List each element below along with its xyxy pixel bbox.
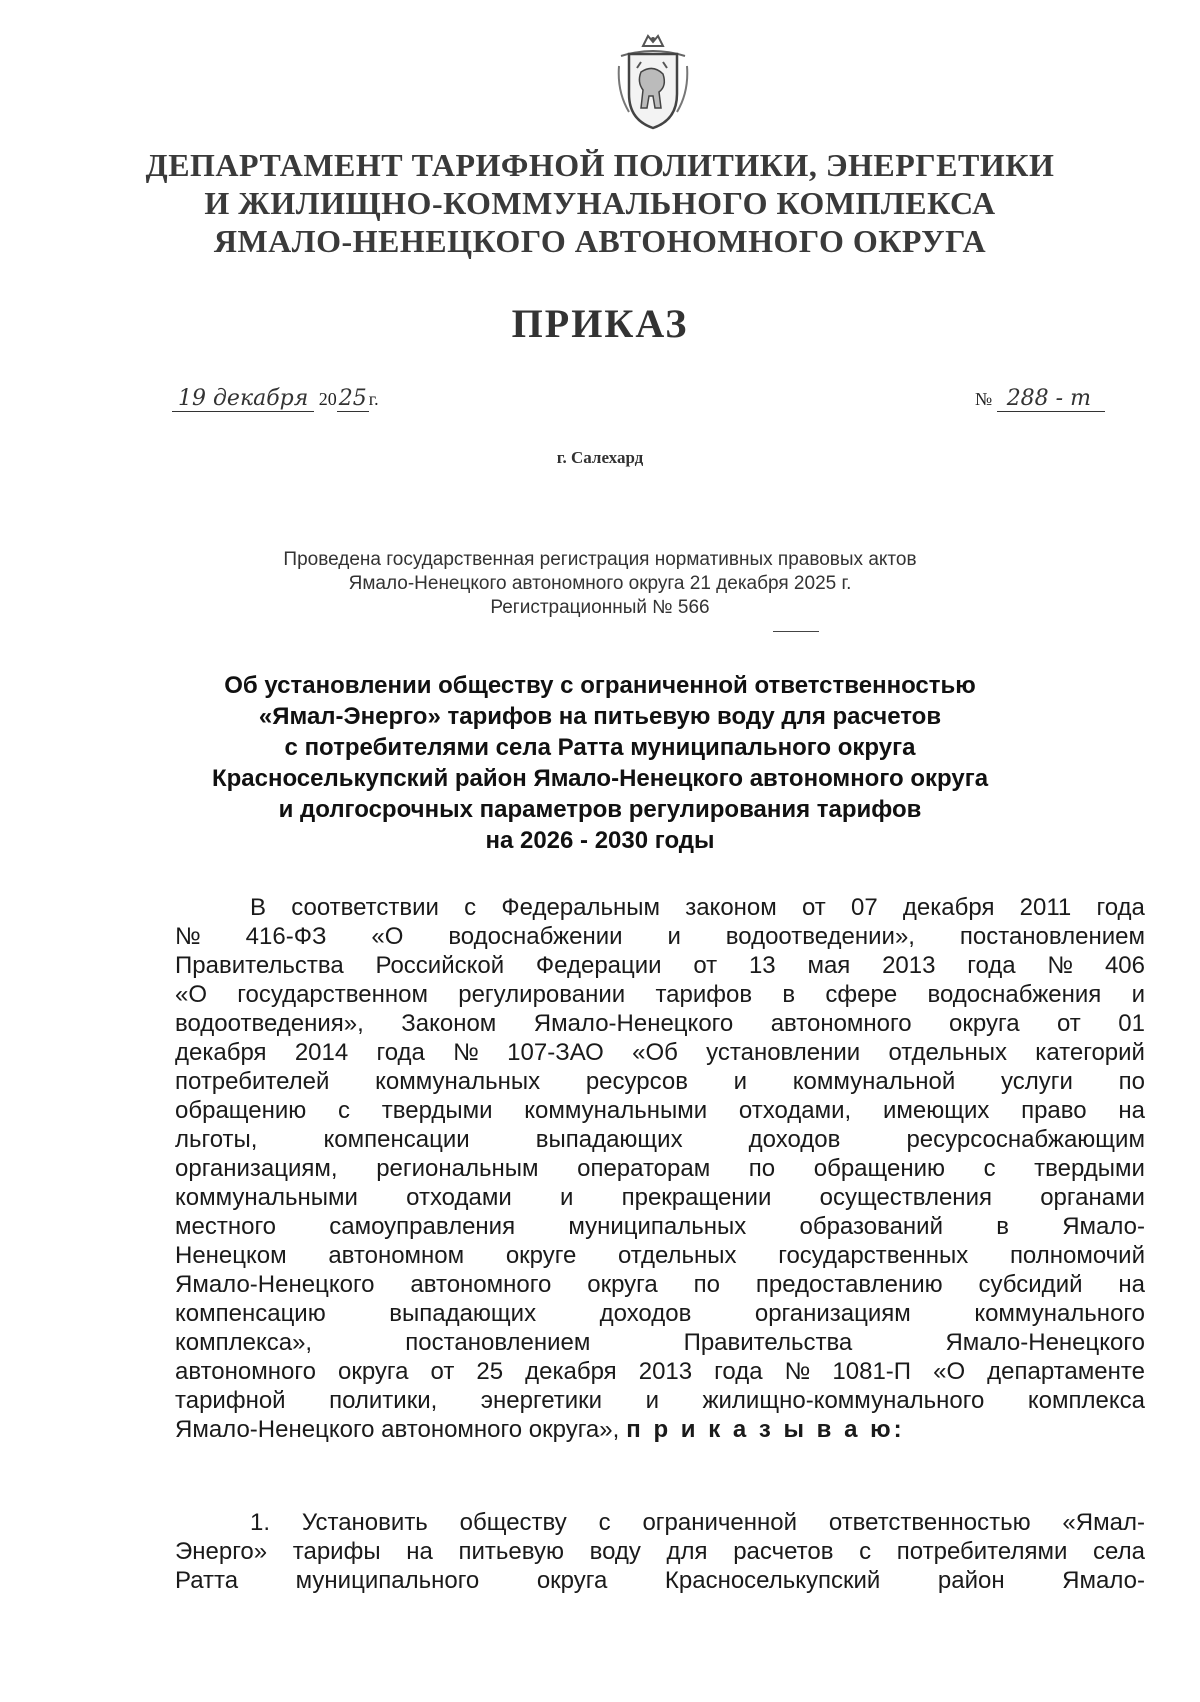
subject-line: «Ямал-Энерго» тарифов на питьевую воду для расчетов bbox=[258, 703, 942, 730]
registration-line: Проведена государственная регистрация нормативных правовых актов bbox=[283, 549, 917, 570]
text-line: потребителей коммунальных ресурсов и коммунальной услуги по bbox=[175, 1068, 1145, 1095]
text-line: декабря 2014 года № 107-ЗАО «Об установлении отдельных категорий bbox=[175, 1039, 1145, 1066]
registration-stamp bbox=[0, 548, 1200, 620]
department-name bbox=[0, 146, 1200, 260]
preamble-paragraph bbox=[175, 893, 1145, 1444]
order-verb: п р и к а з ы в а ю: bbox=[626, 1416, 905, 1443]
text-line: В соответствии с Федеральным законом от 07 декабря 2011 года bbox=[250, 894, 1145, 921]
coat-of-arms-icon bbox=[615, 32, 691, 132]
text-line: водоотведения», Законом Ямало-Ненецкого автономного округа от 01 bbox=[175, 1010, 1145, 1037]
registration-underline bbox=[773, 631, 819, 632]
text-line: коммунальными отходами и прекращении осуществления органами bbox=[175, 1184, 1145, 1211]
text-line: тарифной политики, энергетики и жилищно-коммунального комплекса bbox=[175, 1387, 1145, 1414]
text-line: 1. Установить обществу с ограниченной ответственностью «Ямал- bbox=[250, 1509, 1145, 1536]
department-line: И ЖИЛИЩНО-КОММУНАЛЬНОГО КОМПЛЕКСА bbox=[204, 185, 996, 221]
handwritten-year: 25 bbox=[338, 386, 367, 411]
subject-line: Красноселькупский район Ямало-Ненецкого автономного округа bbox=[211, 765, 989, 792]
handwritten-number: 288 - т bbox=[997, 386, 1105, 412]
text-line-plain: Ямало-Ненецкого автономного округа», bbox=[175, 1416, 620, 1443]
text-line: местного самоуправления муниципальных образований в Ямало- bbox=[175, 1213, 1145, 1240]
document-type-title: ПРИКАЗ bbox=[511, 301, 689, 346]
text-line: Ненецком автономном округе отдельных государственных полномочий bbox=[175, 1242, 1145, 1269]
text-line: компенсацию выпадающих доходов организациям коммунального bbox=[175, 1300, 1145, 1327]
text-line: организациям, региональным операторам по обращению с твердыми bbox=[175, 1155, 1145, 1182]
text-line: Энерго» тарифы на питьевую воду для расчетов с потребителями села bbox=[175, 1538, 1145, 1565]
text-line: «О государственном регулировании тарифов в сфере водоснабжения и bbox=[175, 981, 1145, 1008]
text-line bbox=[175, 1415, 1145, 1444]
subject-line: с потребителями села Ратта муниципального округа bbox=[284, 734, 916, 761]
city: г. Салехард bbox=[556, 448, 644, 467]
subject-line: на 2026 - 2030 годы bbox=[485, 827, 715, 854]
handwritten-date: 19 декабря bbox=[172, 386, 314, 412]
text-line: № 416-ФЗ «О водоснабжении и водоотведении», постановлением bbox=[175, 923, 1145, 950]
text-line: Ямало-Ненецкого автономного округа по предоставлению субсидий на bbox=[175, 1271, 1145, 1298]
clause-1-paragraph bbox=[175, 1508, 1145, 1595]
registration-line: Регистрационный № 566 bbox=[490, 597, 710, 618]
subject-line: и долгосрочных параметров регулирования тарифов bbox=[278, 796, 922, 823]
subject-line: Об установлении обществу с ограниченной ответственностью bbox=[224, 672, 976, 699]
registration-line: Ямало-Ненецкого автономного округа 21 декабря 2025 г. bbox=[348, 573, 852, 594]
department-line: ДЕПАРТАМЕНТ ТАРИФНОЙ ПОЛИТИКИ, ЭНЕРГЕТИКИ bbox=[145, 147, 1055, 183]
text-line: комплекса», постановлением Правительства Ямало-Ненецкого bbox=[175, 1329, 1145, 1356]
department-line: ЯМАЛО-НЕНЕЦКОГО АВТОНОМНОГО ОКРУГА bbox=[213, 223, 987, 259]
text-line: Ратта муниципального округа Красноселькупский район Ямало- bbox=[175, 1567, 1145, 1594]
number-label: № bbox=[975, 389, 993, 409]
order-number bbox=[975, 386, 1105, 411]
year-unit: г. bbox=[368, 389, 379, 409]
year-prefix: 20 bbox=[318, 389, 337, 409]
text-line: Правительства Российской Федерации от 13 мая 2013 года № 406 bbox=[175, 952, 1145, 979]
text-line: льготы, компенсации выпадающих доходов ресурсоснабжающим bbox=[175, 1126, 1145, 1153]
text-line: автономного округа от 25 декабря 2013 года № 1081-П «О департаменте bbox=[175, 1358, 1145, 1385]
order-date bbox=[172, 386, 379, 411]
order-subject bbox=[0, 670, 1200, 856]
text-line: обращению с твердыми коммунальными отходами, имеющих право на bbox=[175, 1097, 1145, 1124]
